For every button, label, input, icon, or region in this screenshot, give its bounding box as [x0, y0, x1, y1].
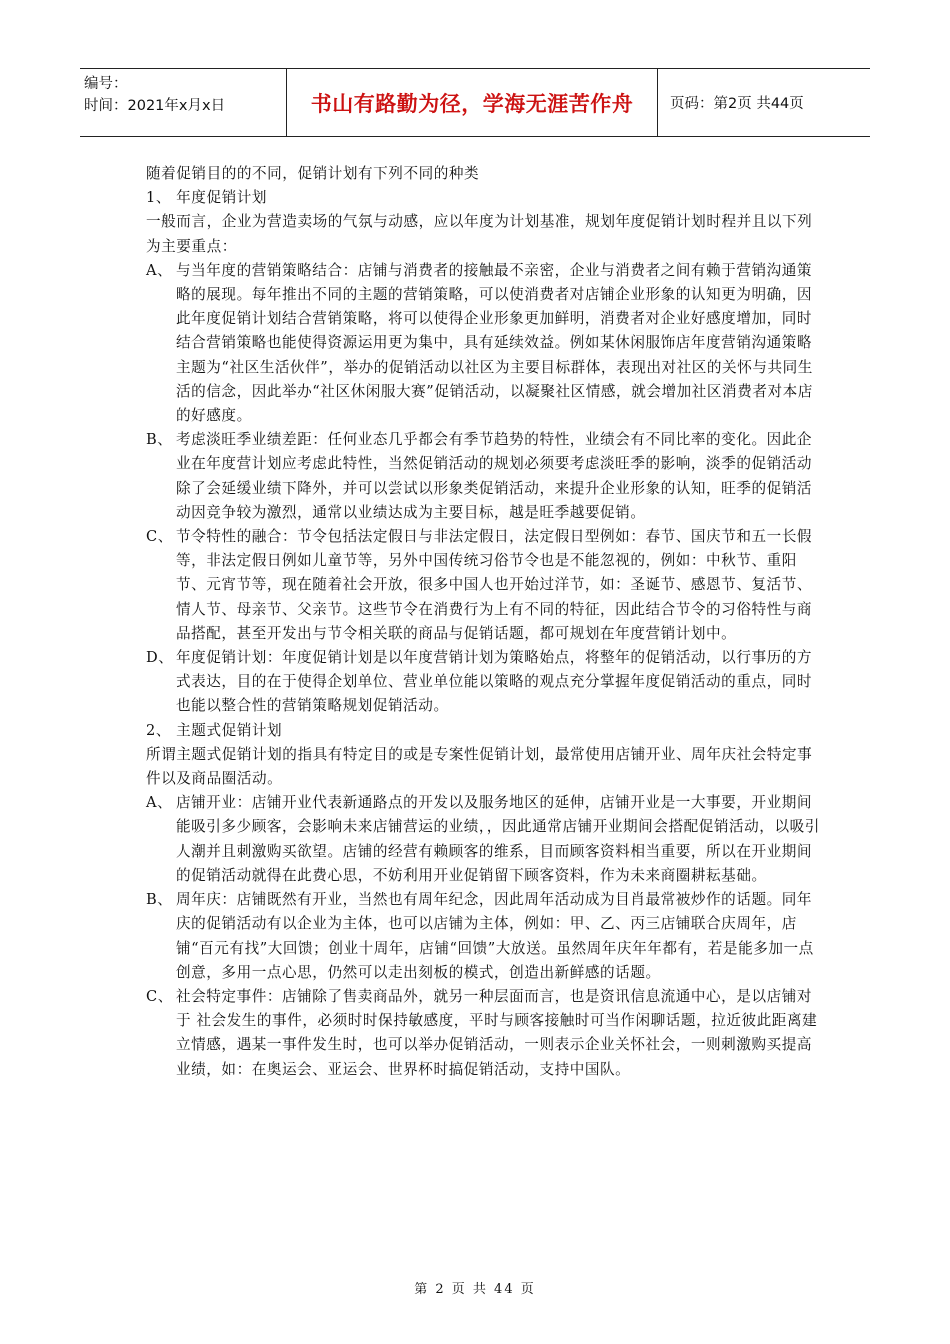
- list-item: [146, 791, 826, 888]
- header-table: [80, 68, 870, 137]
- intro-paragraph: 随着促销目的的不同，促销计划有下列不同的种类: [146, 165, 480, 182]
- list-item-text: 周年庆：店铺既然有开业，当然也有周年纪念，因此周年活动成为目肖最常被炒作的话题。同年庆的促销活动有以企业为主体，也可以店铺为主体，例如：甲、乙、丙三店铺联合庆周年，店铺“百元有找”大回馈；创业十周年，店铺“回馈”大放送。虽然周年庆年年都有，若是能多加一点创意，多用一点心思，仍然可以走出刻板的模式，创造出新鲜感的话题。: [176, 891, 814, 981]
- list-item-label: A、: [146, 794, 173, 812]
- header-motto: 书山有路勤为径，学海无涯苦作舟: [287, 69, 658, 136]
- time-label: 时间：2021年x月x日: [84, 98, 226, 114]
- document-body: [146, 162, 826, 1082]
- list-item: [146, 646, 826, 719]
- list-item-label: C、: [146, 987, 173, 1005]
- list-item-label: B、: [146, 891, 173, 909]
- list-item-label: B、: [146, 431, 173, 449]
- page-footer: 第 2 页 共 44 页: [414, 1282, 536, 1297]
- list-item: [146, 888, 826, 985]
- list-item-text: 节令特性的融合：节令包括法定假日与非法定假日，法定假日型例如：春节、国庆节和五一长假等，非法定假日例如儿童节等，另外中国传统习俗节令也是不能忽视的，例如：中秋节、重阳节、元宵节等，现在随着社会开放，很多中国人也开始过洋节，如：圣诞节、感恩节、复活节、情人节、母亲节、父亲节。这些节令在消费行为上有不同的特征，因此结合节令的习俗特性与商品搭配，甚至开发出与节令相关联的商品与促销话题，都可规划在年度营销计划中。: [176, 528, 813, 642]
- list-item-text: 考虑淡旺季业绩差距：任何业态几乎都会有季节趋势的特性，业绩会有不同比率的变化。因此企业在年度营计划应考虑此特性，当然促销活动的规划必须要考虑淡旺季的影响，淡季的促销活动除了会延缓业绩下降外，并可以尝试以形象类促销活动，来提升企业形象的认知，旺季的促销活动因竞争较为激烈，通常以业绩达成为主要目标，越是旺季越要促销。: [176, 431, 813, 521]
- list-item: [146, 428, 826, 525]
- list-item: [146, 525, 826, 646]
- header-page-info: 页码：第2页 共44页: [670, 96, 804, 112]
- list-item-text: 社会特定事件：店铺除了售卖商品外，就另一种层面而言，也是资讯信息流通中心，是以店铺对于 社会发生的事件，必须时时保持敏感度，平时与顾客接触时可当作闲聊话题，拉近彼此距离建立情感，遇某一事件发生时，也可以举办促销活动，一则表示企业关怀社会，一则刺激购买提高业绩，如：在奥运会、亚运会、世界杯时搞促销活动，支持中国队。: [176, 987, 818, 1078]
- header-left-cell: [80, 69, 287, 136]
- section-paragraph: 一般而言，企业为营造卖场的气氛与动感，应以年度为计划基准，规划年度促销计划时程并且以下列为主要重点：: [146, 213, 813, 255]
- section-title: 1、 年度促销计划: [146, 189, 268, 207]
- list-item-label: D、: [146, 649, 174, 667]
- number-label: 编号：: [84, 76, 128, 92]
- section-title: 2、 主题式促销计划: [146, 721, 283, 739]
- list-item-label: A、: [146, 261, 173, 279]
- section-paragraph: 所谓主题式促销计划的指具有特定目的或是专案性促销计划，最常使用店铺开业、周年庆社会特定事件以及商品圈活动。: [146, 745, 813, 788]
- list-item-label: C、: [146, 528, 173, 546]
- list-item-text: 年度促销计划：年度促销计划是以年度营销计划为策略始点，将整年的促销活动，以行事历的方式表达，目的在于使得企划单位、营业单位能以策略的观点充分掌握年度促销活动的重点，同时也能以整合性的营销策略规划促销活动。: [176, 649, 813, 715]
- list-item: [146, 259, 826, 428]
- list-item-text: 与当年度的营销策略结合：店铺与消费者的接触最不亲密，企业与消费者之间有赖于营销沟通策略的展现。每年推出不同的主题的营销策略，可以使消费者对店铺企业形象的认知更为明确，因此年度促销计划结合营销策略，将可以使得企业形象更加鲜明，消费者对企业好感度增加，同时结合营销策略也能使得资源运用更为集中，具有延续效益。例如某休闲服饰店年度营销沟通策略主题为“社区生活伙伴”，举办的促销活动以社区为主要目标群体，表现出对社区的关怀与共同生活的信念，因此举办“社区休闲服大赛”促销活动，以凝聚社区情感，就会增加社区消费者对本店的好感度。: [176, 261, 813, 425]
- list-item-text: 店铺开业：店铺开业代表新通路点的开发以及服务地区的延伸，店铺开业是一大事要，开业期间能吸引多少顾客，会影响未来店铺营运的业绩，，因此通常店铺开业期间会搭配促销活动，以吸引人潮并且刺激购买欲望。店铺的经营有赖顾客的维系，目而顾客资料相当重要，所以在开业期间的促销活动就得在此费心思，不妨利用开业促销留下顾客资料，作为未来商圈耕耘基础。: [176, 794, 820, 884]
- list-item: [146, 985, 826, 1082]
